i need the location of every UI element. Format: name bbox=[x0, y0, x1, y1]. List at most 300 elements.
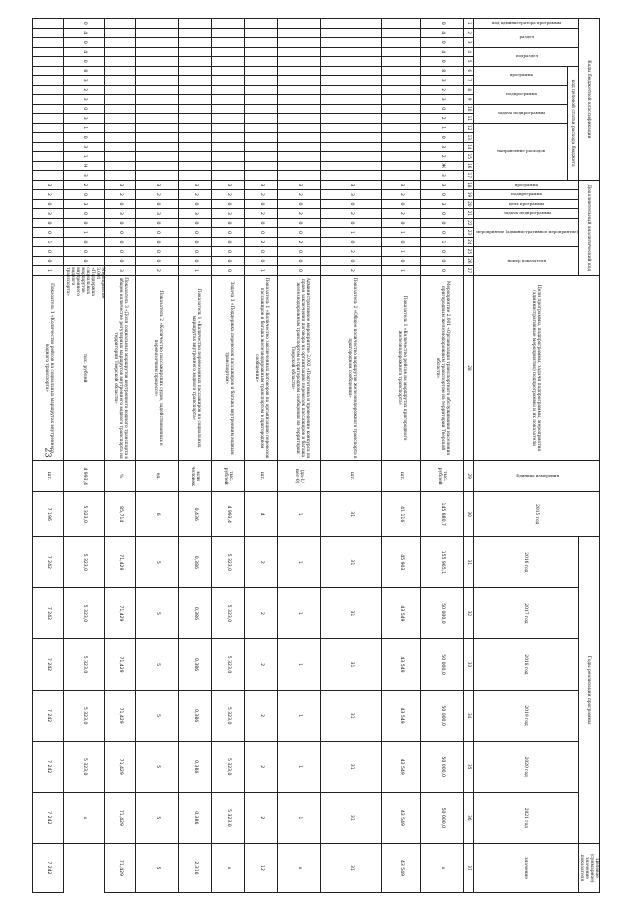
year-value: 5 323,0 bbox=[64, 741, 105, 792]
year-value: 5 bbox=[135, 690, 178, 741]
year-value: 0,386 bbox=[178, 639, 211, 690]
year-value: 71,429 bbox=[104, 537, 135, 588]
code-cell bbox=[277, 104, 320, 114]
value-2015: 145 880,7 bbox=[420, 492, 463, 537]
code-cell: 2 bbox=[135, 190, 178, 200]
column-number: 36 bbox=[463, 792, 473, 843]
code-cell: Ж bbox=[420, 161, 463, 171]
code-cell bbox=[135, 133, 178, 143]
code-cell: 3 bbox=[64, 171, 105, 181]
code-cell: 0 bbox=[211, 266, 244, 276]
code-cell bbox=[244, 104, 277, 114]
year-value: 71,429 bbox=[104, 792, 135, 843]
code-cell: 0 bbox=[104, 247, 135, 257]
code-cell: 3 bbox=[33, 180, 64, 190]
table-row bbox=[244, 19, 277, 893]
code-cell: 0 bbox=[135, 256, 178, 266]
code-cell: 2 bbox=[381, 190, 420, 200]
code-cell: 0 bbox=[320, 218, 381, 228]
code-cell bbox=[381, 66, 420, 76]
code-cell bbox=[135, 66, 178, 76]
code-cell bbox=[211, 152, 244, 162]
column-number: 6 bbox=[463, 66, 473, 76]
code-cell bbox=[178, 19, 211, 29]
year-2021: 2021 год bbox=[473, 792, 578, 843]
y2015-header: 2015 год bbox=[473, 492, 599, 537]
code-cell: 3 bbox=[420, 199, 463, 209]
target-value: x bbox=[420, 843, 463, 892]
year-2018: 2018 год bbox=[473, 639, 578, 690]
code-cell: 0 bbox=[420, 228, 463, 238]
code-cell bbox=[211, 28, 244, 38]
year-value: 43 549 bbox=[381, 792, 420, 843]
table-row bbox=[178, 19, 211, 893]
code-cell bbox=[381, 95, 420, 105]
unit-cell: шт. bbox=[320, 461, 381, 492]
code-cell bbox=[381, 152, 420, 162]
code-cell bbox=[244, 76, 277, 86]
target-value: 43 549 bbox=[381, 843, 420, 892]
code-cell bbox=[104, 57, 135, 67]
code-cell: 8 bbox=[420, 66, 463, 76]
code-cell: 2 bbox=[244, 190, 277, 200]
code-cell: 0 bbox=[104, 199, 135, 209]
code-cell: 0 bbox=[244, 256, 277, 266]
year-2016: 2016 год bbox=[473, 537, 578, 588]
code-cell bbox=[277, 47, 320, 57]
code-cell: 0 bbox=[135, 247, 178, 257]
code-cell bbox=[320, 76, 381, 86]
code-cell bbox=[244, 85, 277, 95]
code-cell: 0 bbox=[420, 57, 463, 67]
row-description: Показатель 1 «Количество рейсов на маршрутах пригородного железнодорожного транспорта» bbox=[381, 275, 420, 460]
year-value: 5 323,0 bbox=[64, 639, 105, 690]
code-cell: 0 bbox=[33, 218, 64, 228]
code-cell: 2 bbox=[420, 152, 463, 162]
code-cell bbox=[178, 152, 211, 162]
code-cell bbox=[381, 47, 420, 57]
code-cell: 3 bbox=[64, 199, 105, 209]
code-cell: 0 bbox=[64, 237, 105, 247]
code-cell: 1 bbox=[320, 228, 381, 238]
code-cell bbox=[381, 142, 420, 152]
desc-header: Цели программы, подпрограммы, задачи подпрограммы, мероприятия (административные мероприятия) подпрограммы и их показатели bbox=[473, 275, 599, 460]
year-value: 50 000,0 bbox=[420, 792, 463, 843]
code-cell bbox=[104, 123, 135, 133]
code-cell bbox=[244, 66, 277, 76]
code-cell bbox=[211, 66, 244, 76]
column-number: 4 bbox=[463, 47, 473, 57]
code-cell bbox=[135, 57, 178, 67]
code-cell: 2 bbox=[277, 209, 320, 219]
code-cell: 2 bbox=[244, 237, 277, 247]
code-cell bbox=[277, 133, 320, 143]
code-cell bbox=[135, 47, 178, 57]
code-cell: 3 bbox=[211, 209, 244, 219]
unit-cell: тыс. рублей bbox=[64, 275, 105, 460]
code-cell: 0 bbox=[420, 133, 463, 143]
code-cell bbox=[381, 161, 420, 171]
code-cell: 0 bbox=[420, 38, 463, 48]
code-cell: 0 bbox=[211, 256, 244, 266]
code-cell bbox=[104, 85, 135, 95]
value-2015: 41 116 bbox=[381, 492, 420, 537]
code-cell bbox=[211, 171, 244, 181]
code-cell: 3 bbox=[135, 209, 178, 219]
code-cell bbox=[320, 38, 381, 48]
year-value: 155 965,1 bbox=[420, 537, 463, 588]
year-value: 1 bbox=[277, 792, 320, 843]
unit-cell: шт. bbox=[33, 461, 64, 492]
target-value: 12 bbox=[244, 843, 277, 892]
code-cell: 3 bbox=[64, 95, 105, 105]
year-value: 1 bbox=[277, 690, 320, 741]
code-cell bbox=[277, 171, 320, 181]
column-number: 22 bbox=[463, 218, 473, 228]
code-cell: 4 bbox=[420, 28, 463, 38]
column-number: 9 bbox=[463, 95, 473, 105]
code-cell bbox=[244, 57, 277, 67]
code-cell bbox=[135, 104, 178, 114]
year-value: 50 000,0 bbox=[420, 639, 463, 690]
code-cell bbox=[320, 28, 381, 38]
hdr-cel: цель программы bbox=[473, 199, 578, 209]
code-cell bbox=[244, 171, 277, 181]
year-value: 31 bbox=[320, 741, 381, 792]
value-2015: 7 196 bbox=[33, 492, 64, 537]
hdr-zad: задача подпрограммы bbox=[473, 209, 578, 219]
code-cell bbox=[277, 76, 320, 86]
code-cell: 2 bbox=[64, 180, 105, 190]
code-cell: 2 bbox=[64, 85, 105, 95]
code-cell bbox=[244, 28, 277, 38]
column-number: 24 bbox=[463, 237, 473, 247]
code-cell bbox=[135, 142, 178, 152]
code-cell: 2 bbox=[244, 209, 277, 219]
code-cell bbox=[104, 152, 135, 162]
table-row bbox=[64, 19, 105, 893]
year-value: 0,386 bbox=[178, 690, 211, 741]
code-cell: 0 bbox=[277, 247, 320, 257]
column-number: 16 bbox=[463, 161, 473, 171]
hdr-zadacha: задача подпрограммы bbox=[473, 104, 567, 123]
code-cell: 3 bbox=[420, 95, 463, 105]
code-cell bbox=[178, 95, 211, 105]
code-cell: 2 bbox=[320, 209, 381, 219]
code-cell: 0 bbox=[178, 237, 211, 247]
year-value: 31 bbox=[320, 537, 381, 588]
year-value: 0,386 bbox=[178, 537, 211, 588]
code-cell bbox=[211, 114, 244, 124]
column-number: 34 bbox=[463, 690, 473, 741]
extra-code-header: Дополнительный аналитический код bbox=[578, 180, 599, 275]
year-value: 5 323,0 bbox=[211, 690, 244, 741]
column-number: 14 bbox=[463, 142, 473, 152]
code-cell: 3 bbox=[64, 114, 105, 124]
code-cell bbox=[33, 123, 64, 133]
code-cell bbox=[211, 76, 244, 86]
code-cell: 2 bbox=[277, 190, 320, 200]
column-number: 13 bbox=[463, 133, 473, 143]
unit-header: Единица измерения bbox=[473, 461, 599, 492]
column-number: 29 bbox=[463, 461, 473, 492]
unit-cell: ед. bbox=[135, 461, 178, 492]
table-row bbox=[104, 19, 135, 893]
code-cell bbox=[178, 47, 211, 57]
program-table bbox=[32, 18, 600, 893]
code-cell bbox=[244, 152, 277, 162]
code-cell: 0 bbox=[64, 104, 105, 114]
code-cell bbox=[381, 114, 420, 124]
code-cell bbox=[104, 38, 135, 48]
code-cell bbox=[277, 19, 320, 29]
column-number: 28 bbox=[463, 275, 473, 460]
code-cell bbox=[381, 38, 420, 48]
code-cell: 3 bbox=[33, 209, 64, 219]
table-row bbox=[320, 19, 381, 893]
year-value: 7 242 bbox=[33, 792, 64, 843]
column-number: 27 bbox=[463, 266, 473, 276]
code-cell bbox=[33, 47, 64, 57]
hdr-razdel: раздел bbox=[473, 28, 578, 47]
year-value: 2 bbox=[244, 639, 277, 690]
code-cell: 0 bbox=[178, 247, 211, 257]
code-cell bbox=[135, 38, 178, 48]
code-cell bbox=[104, 19, 135, 29]
column-number: 20 bbox=[463, 199, 473, 209]
code-cell: 0 bbox=[320, 199, 381, 209]
code-cell bbox=[178, 114, 211, 124]
code-cell bbox=[381, 57, 420, 67]
row-description: Показатель 1 «Количество перевезенных пассажиров на социальных маршрутах внутреннего водного транспорта» bbox=[178, 275, 211, 460]
code-cell bbox=[33, 133, 64, 143]
code-cell bbox=[244, 95, 277, 105]
code-cell: 0 bbox=[244, 228, 277, 238]
code-cell bbox=[320, 142, 381, 152]
column-number: 26 bbox=[463, 256, 473, 266]
code-cell bbox=[135, 161, 178, 171]
code-cell bbox=[33, 95, 64, 105]
code-cell bbox=[244, 19, 277, 29]
code-cell: 0 bbox=[178, 199, 211, 209]
year-value: 7 242 bbox=[33, 588, 64, 639]
column-number: 7 bbox=[463, 76, 473, 86]
code-cell: 2 bbox=[420, 85, 463, 95]
year-value: 5 323,0 bbox=[64, 492, 105, 537]
row-description: Показатель 3 «Доля социальных маршрутов внутреннего водного транспорта в общем количестве регулярных маршрутов внутреннего водного транспорта на территории Тверской области» bbox=[104, 275, 135, 460]
code-cell: 0 bbox=[420, 247, 463, 257]
code-cell: 0 bbox=[135, 237, 178, 247]
code-cell bbox=[320, 161, 381, 171]
code-cell: 0 bbox=[381, 199, 420, 209]
code-cell bbox=[135, 95, 178, 105]
year-value: 43 549 bbox=[381, 588, 420, 639]
year-value: 2 bbox=[244, 537, 277, 588]
code-cell: 2 bbox=[33, 190, 64, 200]
code-cell bbox=[104, 47, 135, 57]
code-cell: 0 bbox=[211, 199, 244, 209]
table-row bbox=[420, 19, 463, 893]
code-cell bbox=[135, 28, 178, 38]
code-cell: 3 bbox=[420, 171, 463, 181]
target-value: 71,429 bbox=[104, 843, 135, 892]
code-cell bbox=[244, 47, 277, 57]
code-cell: 0 bbox=[244, 218, 277, 228]
year-value: 71,429 bbox=[104, 639, 135, 690]
code-cell bbox=[33, 152, 64, 162]
year-value: 7 242 bbox=[33, 690, 64, 741]
hdr-podprogramma: подпрограмма bbox=[473, 85, 567, 104]
code-cell bbox=[211, 19, 244, 29]
code-cell bbox=[178, 38, 211, 48]
year-value: 5 323,0 bbox=[211, 537, 244, 588]
code-cell: 0 bbox=[320, 256, 381, 266]
unit-cell: шт. bbox=[381, 461, 420, 492]
year-value: 5 323,0 bbox=[64, 588, 105, 639]
code-cell: 4 bbox=[420, 47, 463, 57]
code-cell bbox=[381, 19, 420, 29]
code-cell: 0 bbox=[244, 199, 277, 209]
code-cell: 0 bbox=[420, 209, 463, 219]
value-2015: 4 993,4 bbox=[64, 461, 105, 492]
year-value: 7 242 bbox=[33, 639, 64, 690]
code-cell: 3 bbox=[420, 180, 463, 190]
year-value: 7 242 bbox=[33, 741, 64, 792]
code-cell: 3 bbox=[381, 180, 420, 190]
years-header: Годы реализации программы bbox=[578, 537, 599, 844]
code-cell bbox=[244, 133, 277, 143]
code-cell bbox=[178, 161, 211, 171]
code-cell bbox=[277, 28, 320, 38]
code-cell: 0 bbox=[104, 228, 135, 238]
year-value: 7 242 bbox=[33, 537, 64, 588]
code-cell bbox=[104, 114, 135, 124]
hdr-target-codes: код целевой статьи расхода бюджета bbox=[567, 66, 578, 180]
target-value-header: значение bbox=[473, 843, 578, 892]
column-number: 18 bbox=[463, 180, 473, 190]
code-cell bbox=[33, 161, 64, 171]
year-value: 71,429 bbox=[104, 588, 135, 639]
code-cell: 0 bbox=[211, 247, 244, 257]
target-value: 7 242 bbox=[33, 843, 64, 892]
code-cell bbox=[178, 104, 211, 114]
code-cell bbox=[33, 66, 64, 76]
unit-cell: млн человек bbox=[178, 461, 211, 492]
code-cell: 3 bbox=[104, 180, 135, 190]
code-cell bbox=[381, 171, 420, 181]
code-cell: 1 bbox=[33, 266, 64, 276]
code-cell: 0 bbox=[104, 256, 135, 266]
year-value: 71,429 bbox=[104, 741, 135, 792]
code-cell: 0 bbox=[64, 19, 105, 29]
code-cell bbox=[244, 114, 277, 124]
column-number: 32 bbox=[463, 588, 473, 639]
year-value: 50 000,0 bbox=[420, 588, 463, 639]
code-cell: 2 bbox=[135, 266, 178, 276]
column-number: 10 bbox=[463, 104, 473, 114]
year-value: 2 bbox=[244, 588, 277, 639]
code-cell: 0 bbox=[211, 228, 244, 238]
code-cell bbox=[244, 142, 277, 152]
code-cell bbox=[135, 76, 178, 86]
code-cell: 3 bbox=[420, 142, 463, 152]
code-cell bbox=[135, 123, 178, 133]
code-cell: 3 bbox=[104, 266, 135, 276]
column-number: 21 bbox=[463, 209, 473, 219]
code-cell: 0 bbox=[244, 247, 277, 257]
code-cell: 0 bbox=[211, 218, 244, 228]
code-cell bbox=[320, 133, 381, 143]
code-cell: 1 bbox=[381, 247, 420, 257]
code-cell: 3 bbox=[178, 209, 211, 219]
column-number: 31 bbox=[463, 537, 473, 588]
row-description: Задача 3 «Поддержка перевозок пассажиров и багажа внутренним водным транспортом» bbox=[211, 275, 244, 460]
year-value: 1 bbox=[277, 537, 320, 588]
code-cell bbox=[320, 19, 381, 29]
column-number: 2 bbox=[463, 28, 473, 38]
code-cell bbox=[104, 76, 135, 86]
code-cell bbox=[277, 142, 320, 152]
year-value: 0,386 bbox=[178, 741, 211, 792]
unit-cell: тыс. рублей bbox=[211, 461, 244, 492]
code-cell bbox=[33, 171, 64, 181]
code-cell bbox=[33, 85, 64, 95]
year-value: 5 323,0 bbox=[211, 792, 244, 843]
code-cell: 0 bbox=[178, 228, 211, 238]
column-number: 5 bbox=[463, 57, 473, 67]
year-value: 31 bbox=[320, 792, 381, 843]
column-number: 30 bbox=[463, 492, 473, 537]
code-cell bbox=[381, 28, 420, 38]
year-value: 31 bbox=[320, 588, 381, 639]
code-cell: 0 bbox=[211, 237, 244, 247]
code-cell bbox=[211, 57, 244, 67]
year-value: 5 bbox=[135, 741, 178, 792]
code-cell bbox=[104, 171, 135, 181]
code-cell: 0 bbox=[277, 228, 320, 238]
code-cell: 0 bbox=[33, 199, 64, 209]
column-number: 15 bbox=[463, 152, 473, 162]
code-cell bbox=[277, 152, 320, 162]
row-description: Мероприятие 3.001 «Поддержка социальных маршрутов внутреннего водного транспорта» bbox=[65, 267, 105, 299]
hdr-prog: программа bbox=[473, 180, 578, 190]
year-value: 43 549 bbox=[381, 741, 420, 792]
code-cell: 0 bbox=[277, 218, 320, 228]
row-description: Показатель 2 «Общее количество маршрутов железнодорожного транспорта в пригородном сообщении» bbox=[320, 275, 381, 460]
code-cell bbox=[211, 123, 244, 133]
code-cell: 0 bbox=[381, 256, 420, 266]
row-description: Мероприятие 2.001 «Организация транспортного обслуживания населения пригородным железнодорожным транспортом на территории Тверской области» bbox=[420, 275, 463, 460]
year-value: 2 bbox=[244, 792, 277, 843]
code-cell bbox=[178, 171, 211, 181]
code-cell bbox=[277, 85, 320, 95]
column-number: 3 bbox=[463, 38, 473, 48]
header-row-1 bbox=[578, 19, 599, 893]
value-2015: 1 bbox=[277, 492, 320, 537]
code-cell bbox=[178, 28, 211, 38]
code-cell: 3 bbox=[64, 76, 105, 86]
code-cell bbox=[320, 114, 381, 124]
year-value: 2 bbox=[244, 690, 277, 741]
code-cell bbox=[320, 152, 381, 162]
value-2015: 31 bbox=[320, 492, 381, 537]
unit-cell: шт. bbox=[244, 461, 277, 492]
code-cell bbox=[178, 85, 211, 95]
target-value: x bbox=[277, 843, 320, 892]
code-cell: 2 bbox=[320, 266, 381, 276]
code-cell: 0 bbox=[64, 190, 105, 200]
row-description: Показатель 1 «Количество рейсов на социальных маршрутах внутреннего водного транспорта» bbox=[33, 275, 64, 460]
